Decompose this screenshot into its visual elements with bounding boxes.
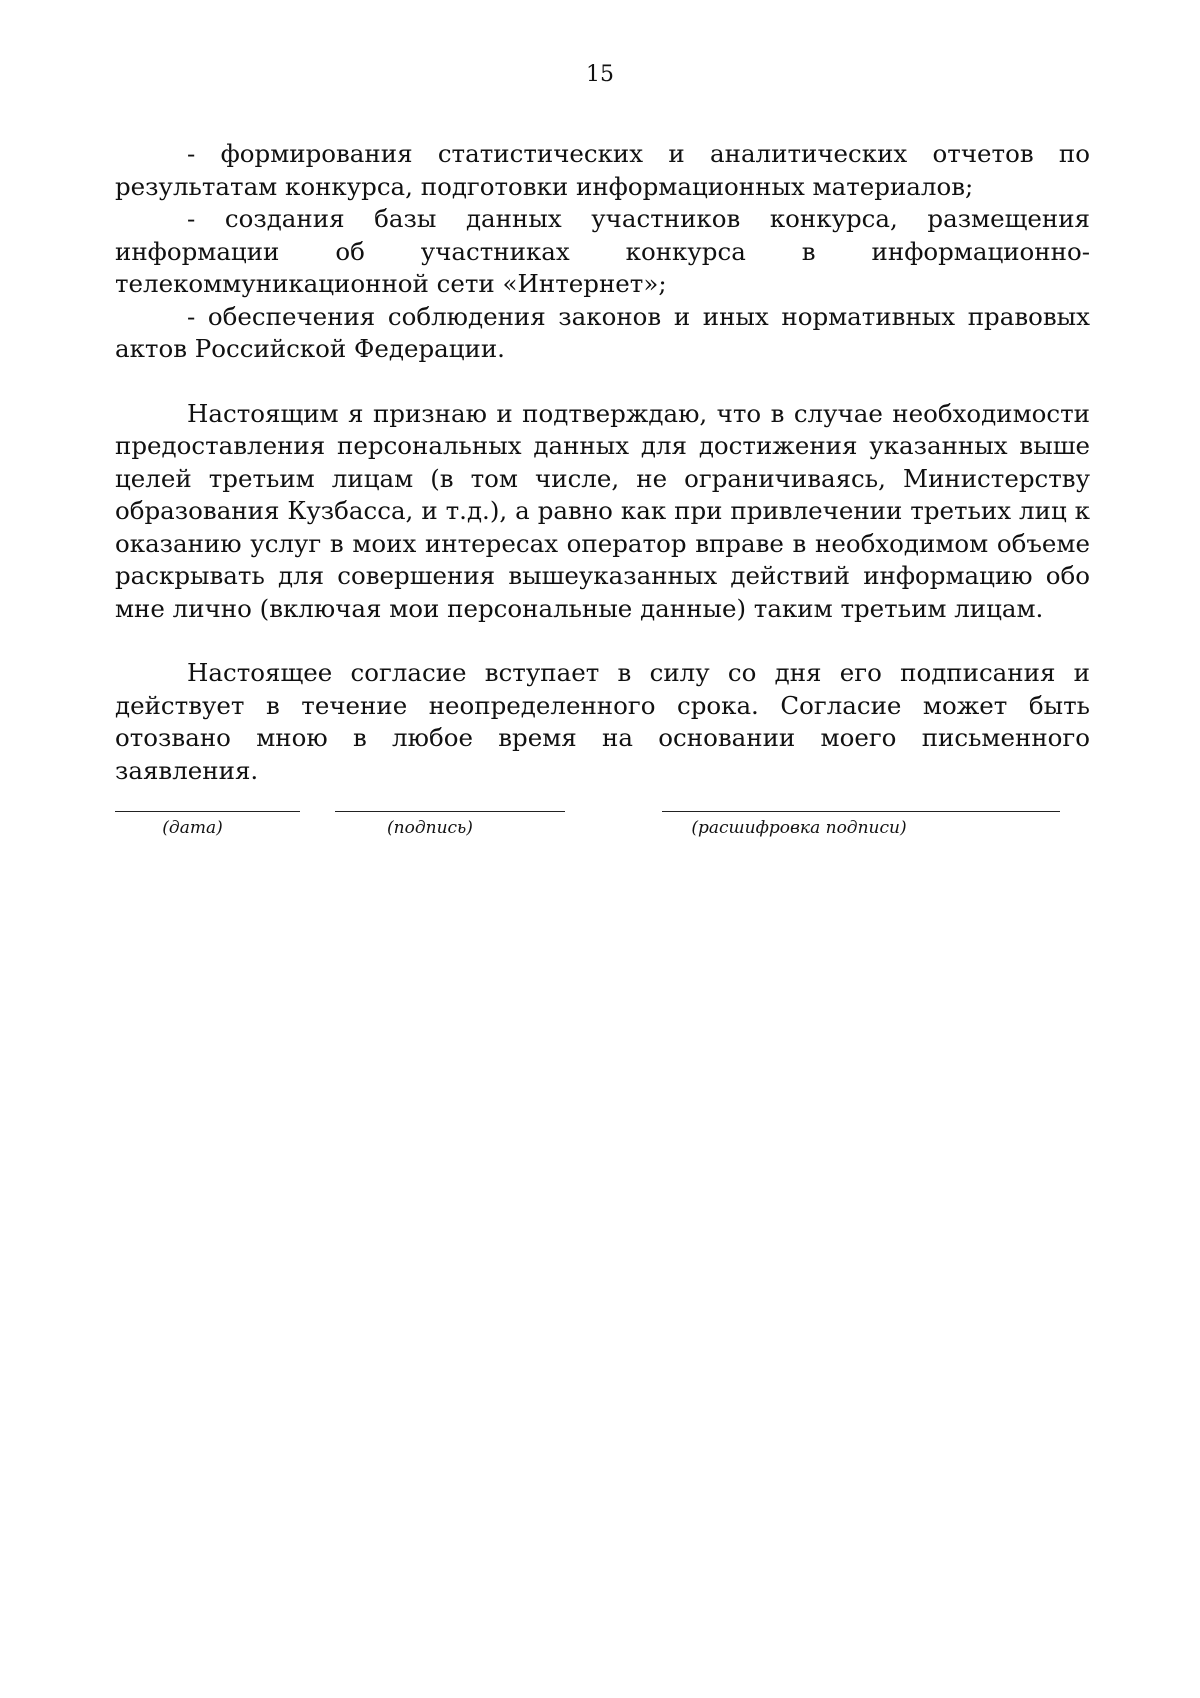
purpose-item-database: - создания базы данных участников конкурса, размещения информации об участниках конкурса в информационно-телекоммуникационной сети «Интернет»; [115,204,1090,298]
date-caption: (дата) [162,818,223,838]
signature-caption: (подпись) [387,818,473,838]
signature-line[interactable] [335,811,565,812]
date-line[interactable] [115,811,300,812]
signature-decoding-caption: (расшифровка подписи) [691,818,907,838]
page-number: 15 [586,62,614,87]
third-party-disclosure-paragraph: Настоящим я признаю и подтверждаю, что в случае необходимости предоставления персональных данных для достижения указанных выше целей третьим лицам (в том числе, не ограничиваясь, Министерству образования Кузбасса, и т.д.), а равно как при привлечении третьих лиц к оказанию услуг в моих интересах оператор вправе в необходимом объеме раскрывать для совершения вышеуказанных действий информацию обо мне лично (включая мои персональные данные) таким третьим лицам. [115,398,1090,623]
purpose-item-reports: - формирования статистических и аналитических отчетов по результатам конкурса, подготовки информационных материалов; [115,139,1090,201]
purpose-item-compliance: - обеспечения соблюдения законов и иных нормативных правовых актов Российской Федерации. [115,301,1090,363]
consent-validity-paragraph: Настоящее согласие вступает в силу со дня его подписания и действует в течение неопределенного срока. Согласие может быть отозвано мною в любое время на основании моего письменного заявления. [115,658,1090,785]
paragraph-spacer [115,366,1090,398]
document-body [115,138,1090,787]
signature-decoding-line[interactable] [662,811,1060,812]
paragraph-spacer [115,625,1090,657]
